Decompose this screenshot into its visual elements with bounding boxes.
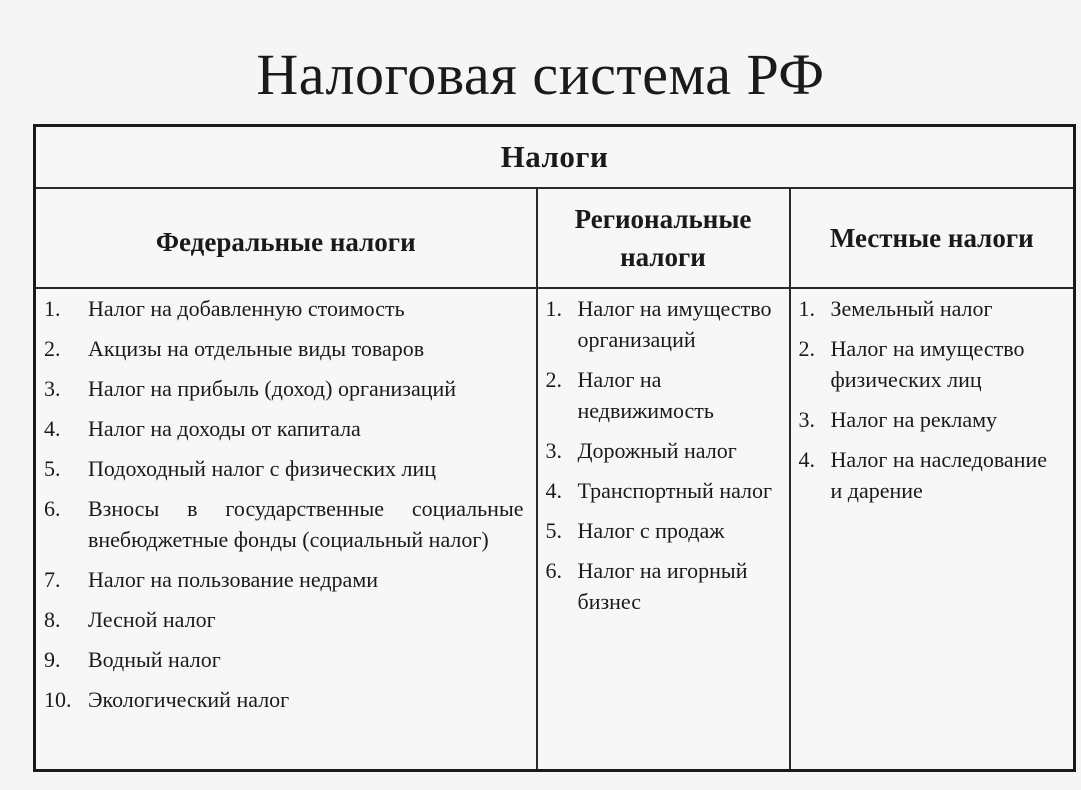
list-item <box>546 293 777 355</box>
list-item <box>546 435 777 466</box>
item-text: Налог на добавленную стоимость <box>88 296 405 321</box>
item-number: 8. <box>44 607 61 632</box>
item-number: 4. <box>44 416 61 441</box>
item-text: Налог на имущество организаций <box>577 296 772 352</box>
item-text: Налог на игорный бизнес <box>577 558 748 614</box>
item-text: Лесной налог <box>88 607 216 632</box>
list-item <box>44 604 524 635</box>
list-item <box>546 475 777 506</box>
item-number: 9. <box>44 647 61 672</box>
item-text: Транспортный налог <box>577 478 773 503</box>
item-text: Акцизы на отдельные виды товаров <box>88 336 425 361</box>
local-taxes-cell <box>790 288 1075 771</box>
list-item <box>546 364 777 426</box>
item-text: Налог с продаж <box>577 518 725 543</box>
item-number: 7. <box>44 567 61 592</box>
list-item <box>799 444 1062 506</box>
list-item <box>799 293 1062 324</box>
item-number: 2. <box>44 336 61 361</box>
item-number: 3. <box>545 438 562 463</box>
item-text: Дорожный налог <box>577 438 737 463</box>
item-text: Налог на наследование и дарение <box>830 447 1048 503</box>
list-item <box>799 333 1062 395</box>
taxes-table <box>33 124 1076 772</box>
list-item <box>44 333 524 364</box>
item-number: 2. <box>798 336 815 361</box>
list-item <box>44 684 524 715</box>
column-header-local: Местные налоги <box>790 188 1075 288</box>
column-header-regional: Региональные налоги <box>537 188 790 288</box>
federal-taxes-list <box>36 289 536 715</box>
item-text: Подоходный налог с физических лиц <box>88 456 437 481</box>
item-number: 3. <box>44 376 61 401</box>
item-text: Экологический налог <box>88 687 290 712</box>
item-number: 1. <box>798 296 815 321</box>
item-text: Налог на рекламу <box>830 407 998 432</box>
item-text: Налог на доходы от капитала <box>88 416 361 441</box>
list-item <box>799 404 1062 435</box>
list-item <box>44 373 524 404</box>
item-number: 5. <box>545 518 562 543</box>
item-text: Налог на недвижимость <box>577 367 714 423</box>
item-number: 1. <box>44 296 61 321</box>
federal-taxes-cell <box>35 288 537 771</box>
item-number: 6. <box>545 558 562 583</box>
item-text: Земельный налог <box>830 296 993 321</box>
list-item <box>44 564 524 595</box>
item-number: 1. <box>545 296 562 321</box>
item-text: Налог на пользование недрами <box>88 567 379 592</box>
list-item <box>44 413 524 444</box>
list-item <box>546 515 777 546</box>
list-item <box>44 644 524 675</box>
item-number: 10. <box>44 687 72 712</box>
taxes-header: Налоги <box>35 126 1075 189</box>
item-text: Взносы в государственные социальные внебюджетные фонды (социальный налог) <box>88 496 524 552</box>
item-text: Налог на имущество физических лиц <box>830 336 1025 392</box>
item-text: Водный налог <box>88 647 221 672</box>
column-header-federal: Федеральные налоги <box>35 188 537 288</box>
item-number: 5. <box>44 456 61 481</box>
regional-taxes-cell <box>537 288 790 771</box>
list-item <box>546 555 777 617</box>
list-item <box>44 293 524 324</box>
item-text: Налог на прибыль (доход) организаций <box>88 376 457 401</box>
item-number: 4. <box>545 478 562 503</box>
local-taxes-list <box>791 289 1074 506</box>
page-title: Налоговая система РФ <box>256 42 825 107</box>
item-number: 2. <box>545 367 562 392</box>
item-number: 3. <box>798 407 815 432</box>
item-number: 6. <box>44 496 61 521</box>
item-number: 4. <box>798 447 815 472</box>
list-item <box>44 493 524 555</box>
list-item <box>44 453 524 484</box>
regional-taxes-list <box>538 289 789 617</box>
